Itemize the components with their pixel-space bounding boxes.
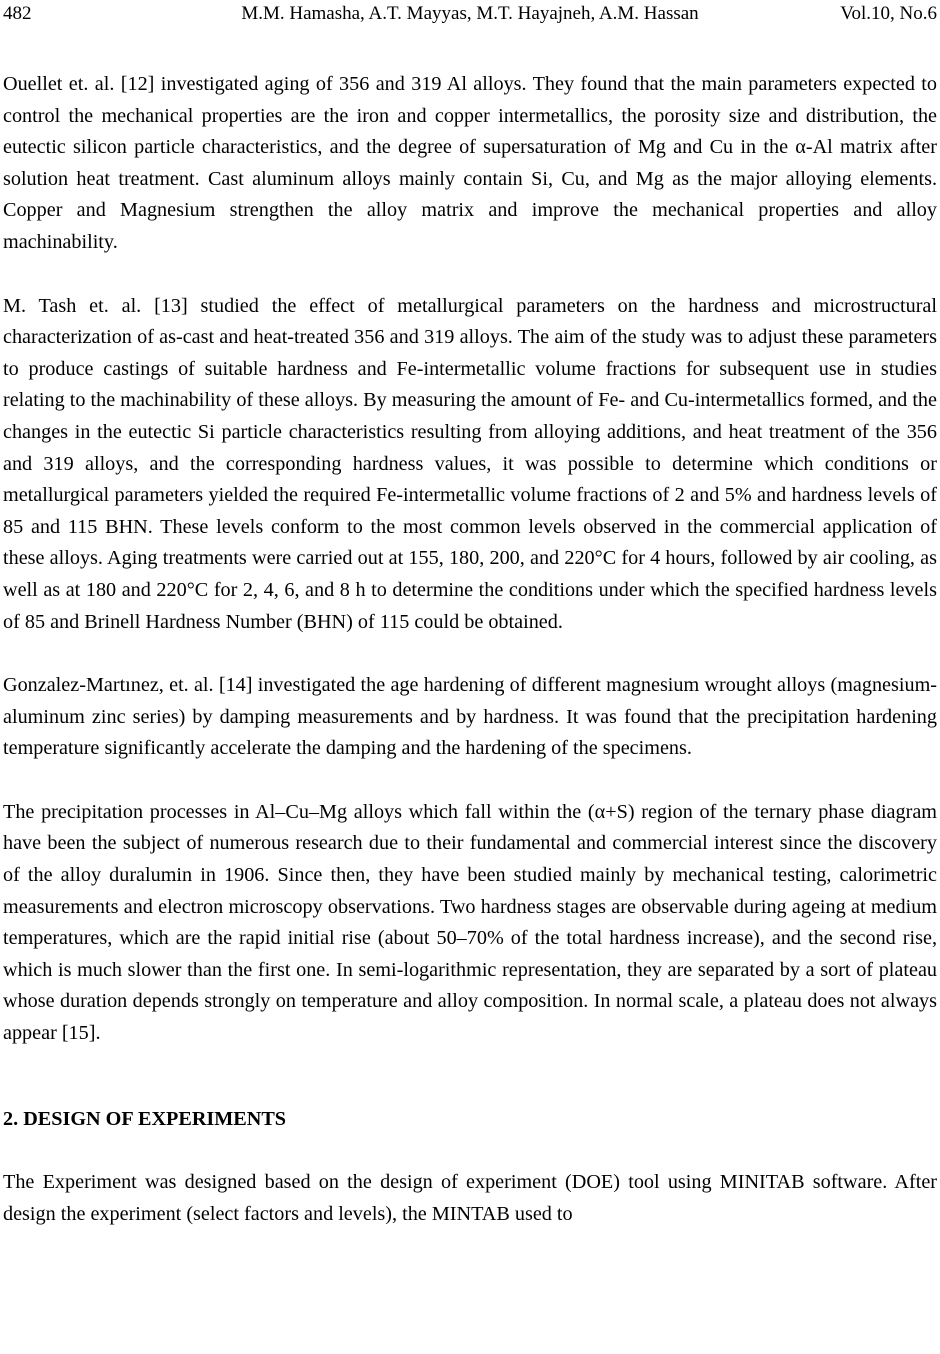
paragraph-precipitation-processes: The precipitation processes in Al–Cu–Mg alloys which fall within the (α+S) region of the ternary phase diagram have been the subject of numerous research due to their fundamental and commercial interest since the discovery of the alloy duralumin in 1906. Since then, they have been studied mainly by mechanical testing, calorimetric measurements and electron microscopy observations. Two hardness stages are observable during ageing at medium temperatures, which are the rapid initial rise (about 50–70% of the total hardness increase), and the second rise, which is much slower than the first one. In semi-logarithmic representation, they are separated by a sort of plateau whose duration depends strongly on temperature and alloy composition. In normal scale, a plateau does not always appear [15]. — [3, 800, 937, 1045]
paragraph-gonzalez-martinez: Gonzalez-Martınez, et. al. [14] investigated the age hardening of different magnesium wrought alloys (magnesium- aluminum zinc series) by damping measurements and by hardness. It was found that the precipitation hardening temperature significantly accelerate the damping and the hardening of the specimens. — [3, 674, 937, 760]
running-header — [3, 0, 937, 28]
paragraph-ouellet: Ouellet et. al. [12] investigated aging of 356 and 319 Al alloys. They found that the main parameters expected to control the mechanical properties are the iron and copper intermetallics, the porosity size and distribution, the eutectic silicon particle characteristics, and the degree of supersaturation of Mg and Cu in the α-Al matrix after solution heat treatment. Cast aluminum alloys mainly contain Si, Cu, and Mg as the major alloying elements. Copper and Magnesium strengthen the alloy matrix and improve the mechanical properties and alloy machinability. — [3, 73, 937, 253]
body-text — [3, 69, 937, 1230]
header-volume: Vol.10, No.6 — [840, 3, 937, 24]
paragraph-tash: M. Tash et. al. [13] studied the effect of metallurgical parameters on the hardness and microstructural characterization of as-cast and heat-treated 356 and 319 alloys. The aim of the study was to adjust these parameters to produce castings of suitable hardness and Fe-intermetallic volume fractions for subsequent use in studies relating to the machinability of these alloys. By measuring the amount of Fe- and Cu-intermetallics formed, and the changes in the eutectic Si particle characteristics resulting from alloying additions, and heat treatment of the 356 and 319 alloys, and the corresponding hardness values, it was possible to determine which conditions or metallurgical parameters yielded the required Fe-intermetallic volume fractions of 2 and 5% and hardness levels of 85 and 115 BHN. These levels conform to the most common levels observed in the commercial application of these alloys. Aging treatments were carried out at 155, 180, 200, and 220°C for 4 hours, followed by air cooling, as well as at 180 and 220°C for 2, 4, 6, and 8 h to determine the conditions under which the specified hardness levels of 85 and Brinell Hardness Number (BHN) of 115 could be obtained. — [3, 294, 937, 633]
paragraph-design-of-experiments: The Experiment was designed based on the design of experiment (DOE) tool using MINITAB software. After design the experiment (select factors and levels), the MINTAB used to — [3, 1171, 937, 1225]
section-heading: 2. DESIGN OF EXPERIMENTS — [3, 1107, 287, 1130]
header-authors: M.M. Hamasha, A.T. Mayyas, M.T. Hayajneh, A.M. Hassan — [241, 3, 699, 24]
page-number: 482 — [3, 3, 32, 24]
